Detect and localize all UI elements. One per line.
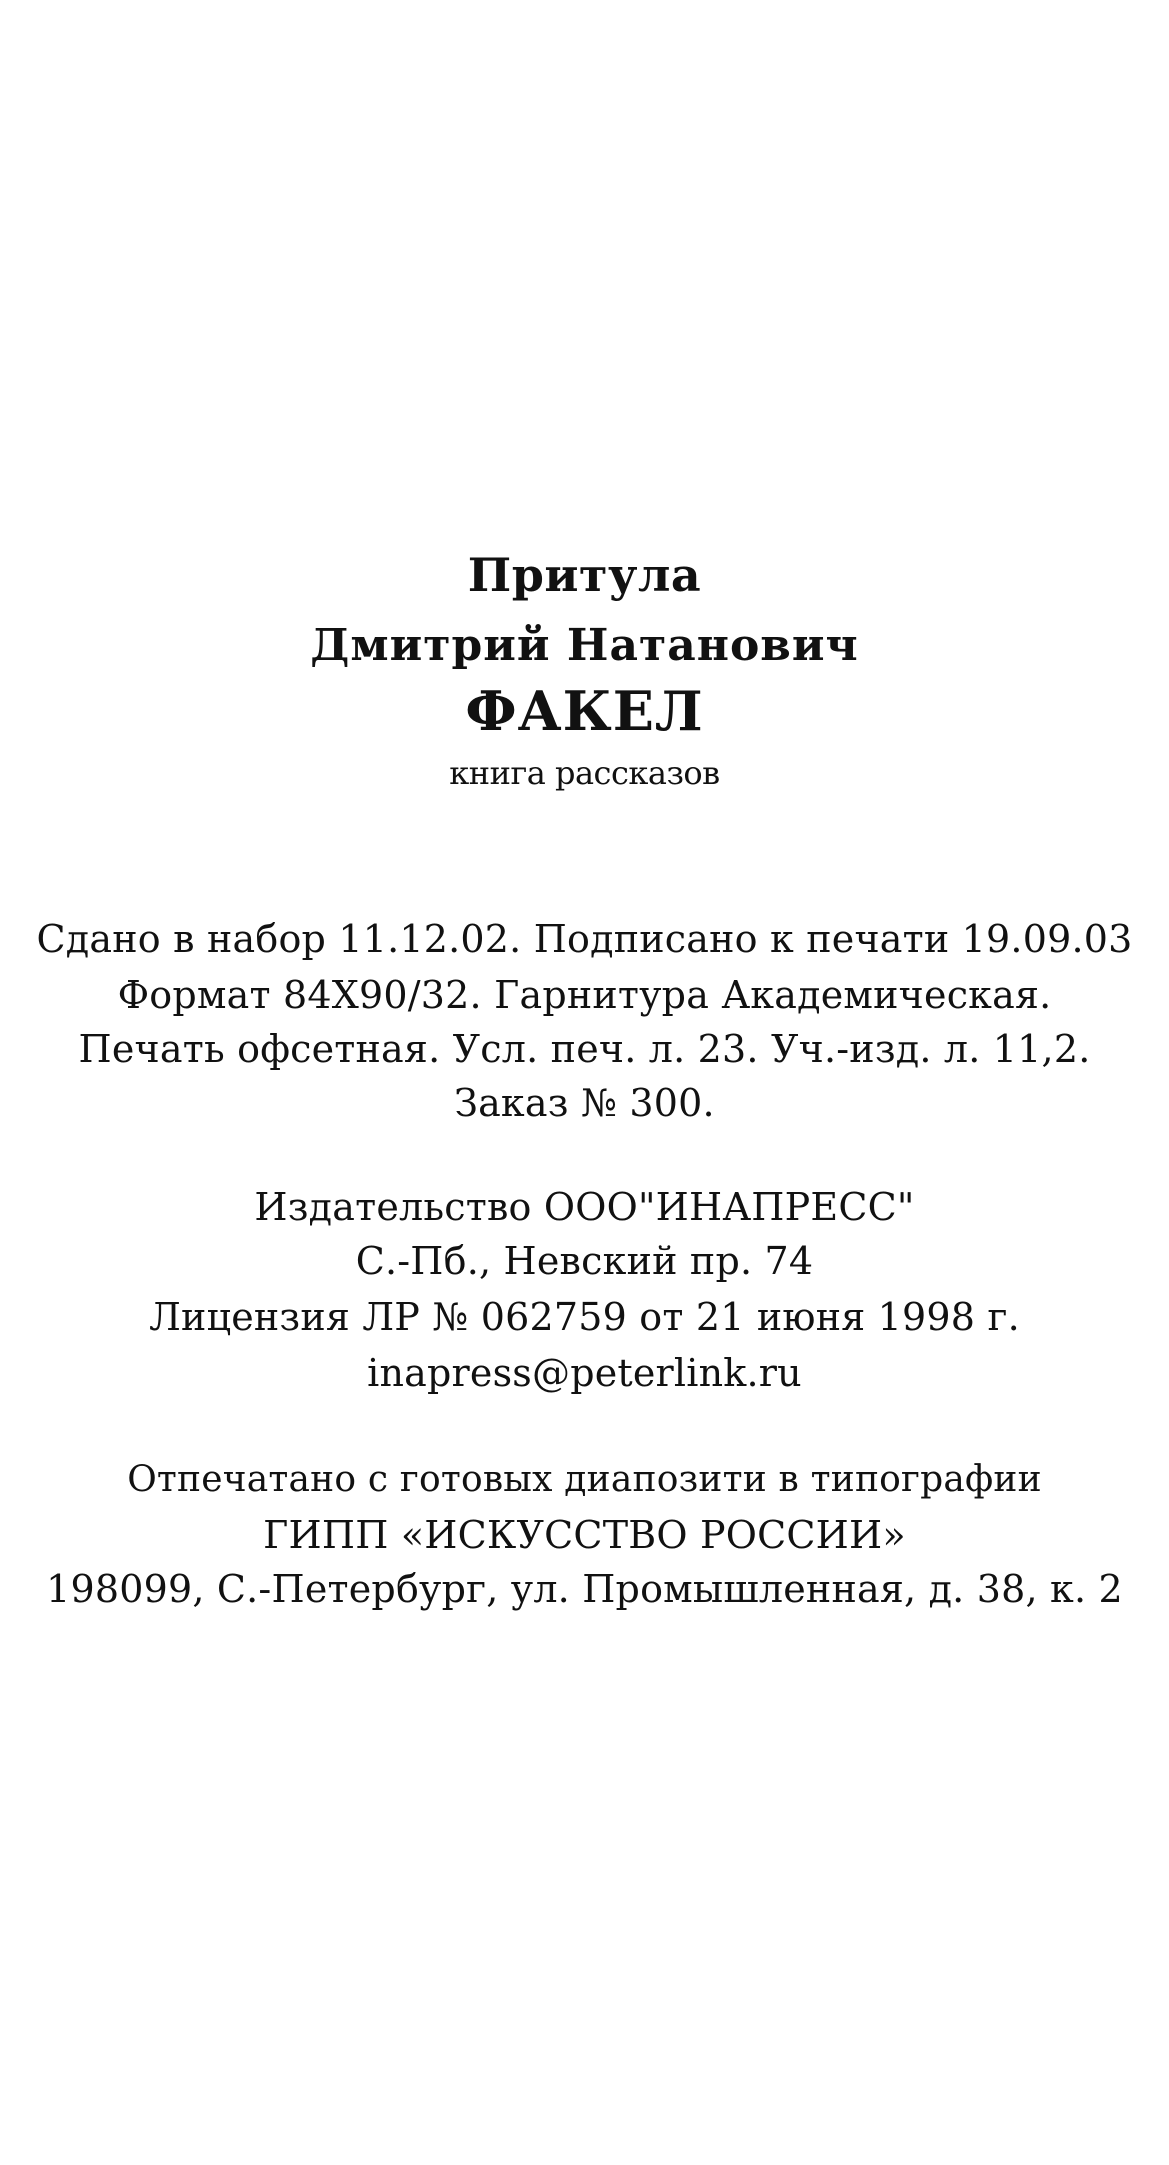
imprint-format: Формат 84Х90/32. Гарнитура Академическая. bbox=[117, 973, 1052, 1017]
printer-name: ГИПП «ИСКУССТВО РОССИИ» bbox=[263, 1513, 906, 1557]
author-name: Дмитрий Натанович bbox=[310, 620, 859, 671]
imprint-dates: Сдано в набор 11.12.02. Подписано к печати 19.09.03 bbox=[36, 917, 1133, 961]
printer-address: 198099, С.-Петербург, ул. Промышленная, д. 38, к. 2 bbox=[46, 1567, 1123, 1611]
imprint-print-specs: Печать офсетная. Усл. печ. л. 23. Уч.-изд. л. 11,2. bbox=[78, 1027, 1091, 1071]
publisher-email: inapress@peterlink.ru bbox=[367, 1351, 802, 1395]
imprint-order-number: Заказ № 300. bbox=[454, 1081, 715, 1125]
publisher-license: Лицензия ЛР № 062759 от 21 июня 1998 г. bbox=[149, 1295, 1020, 1339]
book-title: ФАКЕЛ bbox=[465, 679, 704, 743]
book-subtitle: книга рассказов bbox=[449, 754, 720, 792]
publisher-name: Издательство ООО"ИНАПРЕСС" bbox=[254, 1185, 915, 1229]
author-surname: Притула bbox=[467, 548, 702, 602]
printer-note: Отпечатано с готовых диапозити в типографии bbox=[127, 1459, 1042, 1500]
publisher-address: С.-Пб., Невский пр. 74 bbox=[355, 1239, 814, 1283]
